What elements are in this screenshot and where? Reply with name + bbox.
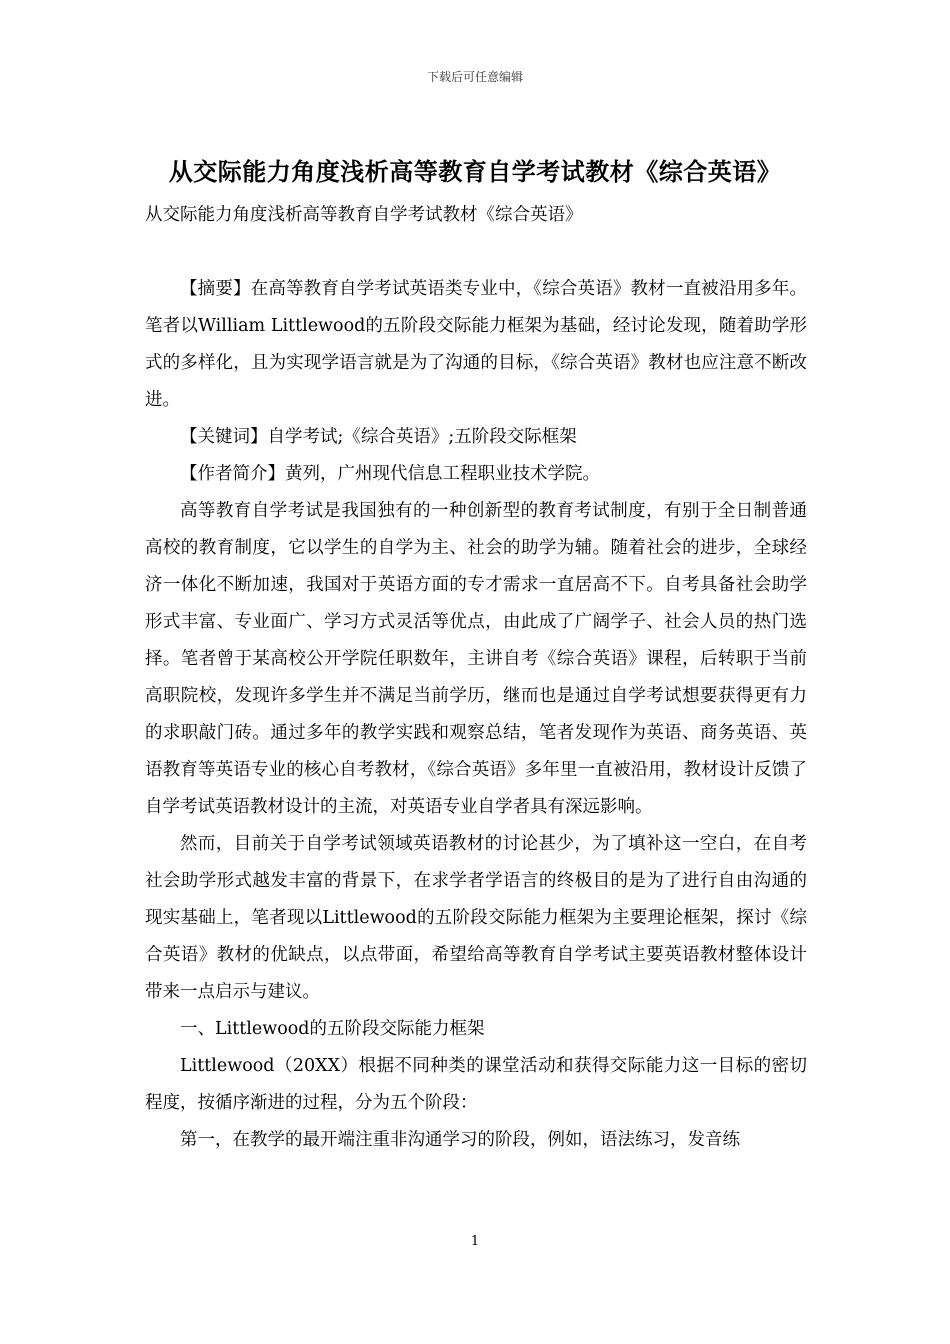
abstract-paragraph: 【摘要】在高等教育自学考试英语类专业中，《综合英语》教材一直被沿用多年。笔者以William Littlewood的五阶段交际能力框架为基础，经讨论发现，随着助学形式的多样化，且为实现学语言就是为了沟通的目标，《综合英语》教材也应注意不断改进。: [145, 279, 807, 410]
document-subtitle: 从交际能力角度浅析高等教育自学考试教材《综合英语》: [145, 205, 583, 225]
document-body: [145, 271, 807, 1159]
body-paragraph: Littlewood（20XX）根据不同种类的课堂活动和获得交际能力这一目标的密切程度，按循序渐进的过程，分为五个阶段：: [145, 1056, 807, 1113]
author-paragraph: 【作者简介】黄列，广州现代信息工程职业技术学院。: [180, 464, 600, 484]
keywords-paragraph: 【关键词】自学考试;《综合英语》;五阶段交际框架: [180, 427, 577, 447]
section-heading: 一、Littlewood的五阶段交际能力框架: [180, 1019, 485, 1039]
document-title: 从交际能力角度浅析高等教育自学考试教材《综合英语》: [168, 158, 782, 186]
body-paragraph: 然而，目前关于自学考试领域英语教材的讨论甚少，为了填补这一空白，在自考社会助学形式越发丰富的背景下，在求学者学语言的终极目的是为了进行自由沟通的现实基础上，笔者现以Littlewood的五阶段交际能力框架为主要理论框架，探讨《综合英语》教材的优缺点，以点带面，希望给高等教育自学考试主要英语教材整体设计带来一点启示与建议。: [145, 834, 807, 1002]
page-number: 1: [470, 1234, 480, 1249]
body-paragraph: 第一，在教学的最开端注重非沟通学习的阶段，例如，语法练习，发音练: [180, 1130, 740, 1150]
body-paragraph: 高等教育自学考试是我国独有的一种创新型的教育考试制度，有别于全日制普通高校的教育制度，它以学生的自学为主、社会的助学为辅。随着社会的进步，全球经济一体化不断加速，我国对于英语方面的专才需求一直居高不下。自考具备社会助学形式丰富、专业面广、学习方式灵活等优点，由此成了广阔学子、社会人员的热门选择。笔者曾于某高校公开学院任职数年，主讲自考《综合英语》课程，后转职于当前高职院校，发现许多学生并不满足当前学历，继而也是通过自学考试想要获得更有力的求职敲门砖。通过多年的教学实践和观察总结，笔者发现作为英语、商务英语、英语教育等英语专业的核心自考教材，《综合英语》多年里一直被沿用，教材设计反馈了自学考试英语教材设计的主流，对英语专业自学者具有深远影响。: [145, 501, 807, 817]
header-note: 下载后可任意编辑: [426, 70, 523, 84]
